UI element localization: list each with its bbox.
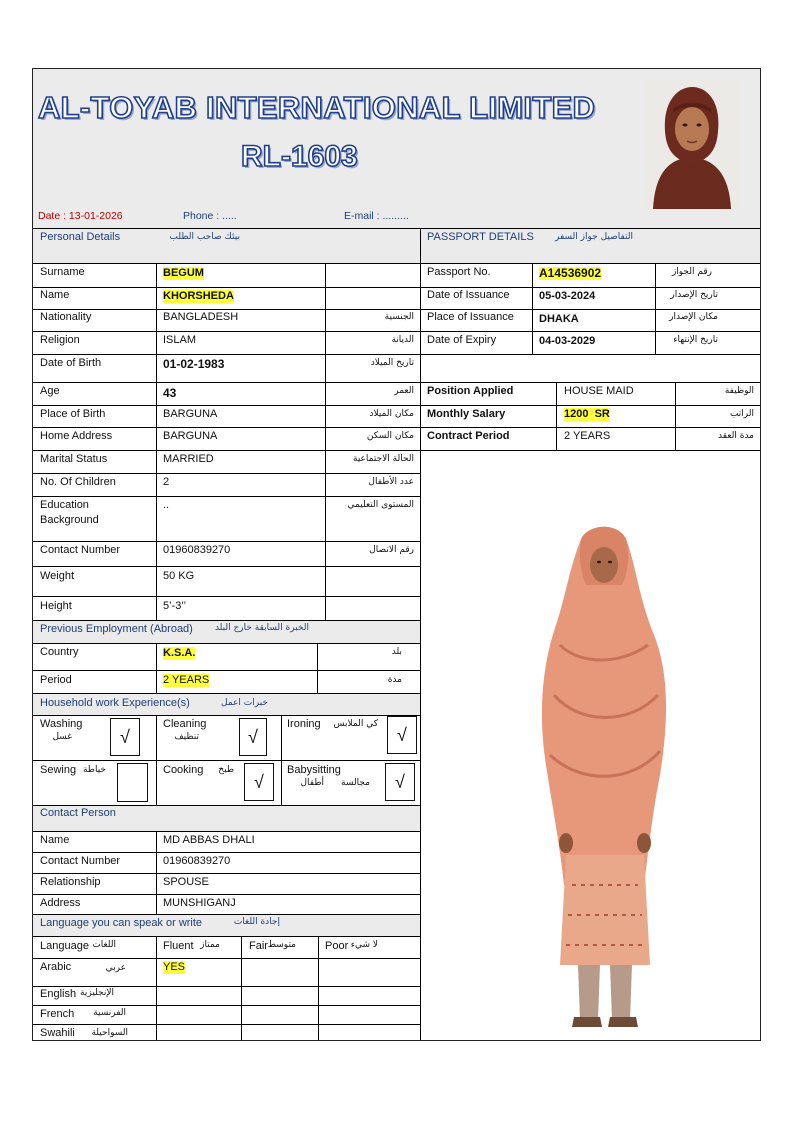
lang-english: English [40,988,77,1000]
lang-col-language-ar: اللغات [92,940,116,950]
issue-date-value: 05-03-2024 [539,290,596,302]
surname-value: BEGUM [163,267,204,279]
lang-french: French [40,1008,75,1020]
contract-period-label: Contract Period [427,430,510,442]
address-value: BARGUNA [163,430,218,442]
lang-french-ar: الفرنسية [93,1008,126,1018]
salary-value: 1200 SR [564,408,610,420]
pob-label: Place of Birth [40,408,106,420]
passport-no-label: Passport No. [427,266,491,278]
contact-person-heading: Contact Person [40,807,116,819]
dob-value: 01-02-1983 [163,357,225,371]
marital-value: MARRIED [163,453,214,465]
lang-arabic-ar: عربي [105,963,126,973]
issue-date-label-ar: تاريخ الإصدار [670,290,718,300]
lang-col-fluent-ar: ممتاز [200,940,220,950]
contract-period-value: 2 YEARS [564,430,611,442]
previous-employment-heading: Previous Employment (Abroad) [40,623,193,635]
period-label-ar: مدة [387,675,402,685]
passport-details-heading-ar: التفاصيل جواز السفر [555,232,633,242]
headshot-photo [643,79,740,209]
cooking-label-ar: طبخ [218,765,234,775]
issue-place-label-ar: مكان الإصدار [669,312,718,322]
company-title: AL-TOYAB INTERNATIONAL LIMITED [38,90,596,125]
address-label: Home Address [40,430,113,442]
lang-col-language: Language [40,940,89,952]
personal-details-heading-ar: بيئك صاحب الطلب [169,232,240,242]
pob-value: BARGUNA [163,408,218,420]
cooking-checkbox[interactable]: √ [244,763,274,801]
cp-relationship-label: Relationship [40,876,101,888]
household-heading: Household work Experience(s) [40,697,190,709]
religion-label-ar: الديانة [391,335,414,345]
phone-field: Phone : ..... [183,210,237,222]
expiry-label-ar: تاريخ الإنتهاء [673,335,718,345]
issue-place-label: Place of Issuance [427,311,514,323]
cooking-label: Cooking [163,764,204,776]
language-heading: Language you can speak or write [40,917,203,929]
lang-col-fluent: Fluent [163,940,194,952]
cp-address-value: MUNSHIGANJ [163,897,236,909]
age-label: Age [40,385,60,397]
contact-number-label: Contact Number [40,544,121,556]
surname-label: Surname [40,266,85,278]
babysitting-checkbox[interactable]: √ [385,763,415,801]
education-label: Education [40,499,89,511]
position-label-ar: الوظيفة [724,386,754,396]
ironing-label: Ironing [287,718,321,730]
dob-label: Date of Birth [40,357,102,369]
period-value: 2 YEARS [163,674,210,686]
washing-label-ar: غسل [52,732,72,742]
contact-number-value: 01960839270 [163,544,231,556]
ironing-checkbox[interactable]: √ [387,716,417,754]
issue-date-label: Date of Issuance [427,289,510,301]
expiry-label: Date of Expiry [427,334,497,346]
lang-col-fair-ar: متوسط [267,940,296,950]
pob-label-ar: مكان الميلاد [369,409,414,419]
children-label-ar: عدد الأطفال [368,477,414,487]
cp-name-value: MD ABBAS DHALI [163,834,255,846]
ironing-label-ar: كي الملابس [333,719,378,729]
weight-value: 50 KG [163,570,195,582]
nationality-label-ar: الجنسية [384,312,414,322]
name-label: Name [40,289,70,301]
language-heading-ar: إجادة اللغات [233,917,280,927]
marital-label-ar: الحالة الاجتماعية [353,454,414,464]
lang-arabic-fluent: YES [163,961,186,973]
height-value: 5’-3’’ [163,600,187,612]
cp-address-label: Address [40,897,81,909]
lang-arabic: Arabic [40,961,72,973]
personal-details-heading: Personal Details [40,231,121,243]
address-label-ar: مكان السكن [366,431,414,441]
passport-no-label-ar: رقم الجواز [671,267,712,277]
cleaning-checkbox[interactable]: √ [239,718,267,756]
age-label-ar: العمر [394,386,414,396]
full-body-photo [520,525,690,1030]
cp-number-value: 01960839270 [163,855,231,867]
babysitting-label-ar-1: مجالسة [341,778,370,788]
marital-label: Marital Status [40,453,108,465]
household-heading-ar: خبرات اعمل [221,698,268,708]
education-label-2: Background [40,514,99,526]
name-value: KHORSHEDA [163,290,234,302]
sewing-label-ar: خياطة [82,765,106,775]
issue-place-value: DHAKA [539,313,579,325]
children-value: 2 [163,476,170,488]
cp-relationship-value: SPOUSE [163,876,209,888]
babysitting-label: Babysitting [287,764,341,776]
lang-col-fair: Fair [249,940,268,952]
email-field: E-mail : ......... [344,210,409,222]
previous-employment-heading-ar: الخبرة السابقة خارج البلد [214,623,309,633]
period-label: Period [40,674,72,686]
cp-name-label: Name [40,834,70,846]
height-label: Height [40,600,72,612]
washing-label: Washing [40,718,83,730]
nationality-value: BANGLADESH [163,311,239,323]
salary-label: Monthly Salary [427,408,506,420]
lang-english-ar: الإنجليزية [80,988,114,998]
weight-label: Weight [40,570,75,582]
lang-col-poor-ar: لا شيء [350,940,378,950]
education-label-ar: المستوى التعليمي [347,500,414,510]
contact-number-label-ar: رقم الاتصال [369,545,414,555]
age-value: 43 [163,386,177,400]
babysitting-label-ar-2: أطفال [300,778,324,788]
lang-swahili: Swahili [40,1027,75,1039]
dob-label-ar: تاريخ الميلاد [370,358,414,368]
lang-swahili-ar: السواحيلة [91,1028,128,1038]
nationality-label: Nationality [40,311,92,323]
education-value: .. [163,499,170,511]
salary-label-ar: الراتب [729,409,754,419]
country-label: Country [40,646,79,658]
reference-number: RL-1603 [241,140,358,173]
country-value: K.S.A. [163,647,196,659]
position-value: HOUSE MAID [564,385,634,397]
contract-period-label-ar: مدة العقد [718,431,754,441]
sewing-label: Sewing [40,764,77,776]
washing-checkbox[interactable]: √ [110,718,140,756]
religion-value: ISLAM [163,334,197,346]
sewing-checkbox[interactable] [117,763,148,802]
expiry-value: 04-03-2029 [539,335,596,347]
cleaning-label: Cleaning [163,718,207,730]
date-field: Date : 13-01-2026 [38,210,123,222]
passport-details-heading: PASSPORT DETAILS [427,231,534,243]
country-label-ar: بلد [391,647,402,657]
religion-label: Religion [40,334,80,346]
passport-no-value: A14536902 [539,266,602,280]
children-label: No. Of Children [40,476,116,488]
position-label: Position Applied [427,385,514,397]
cleaning-label-ar: تنظيف [174,732,199,742]
lang-col-poor: Poor [325,940,349,952]
cp-number-label: Contact Number [40,855,121,867]
